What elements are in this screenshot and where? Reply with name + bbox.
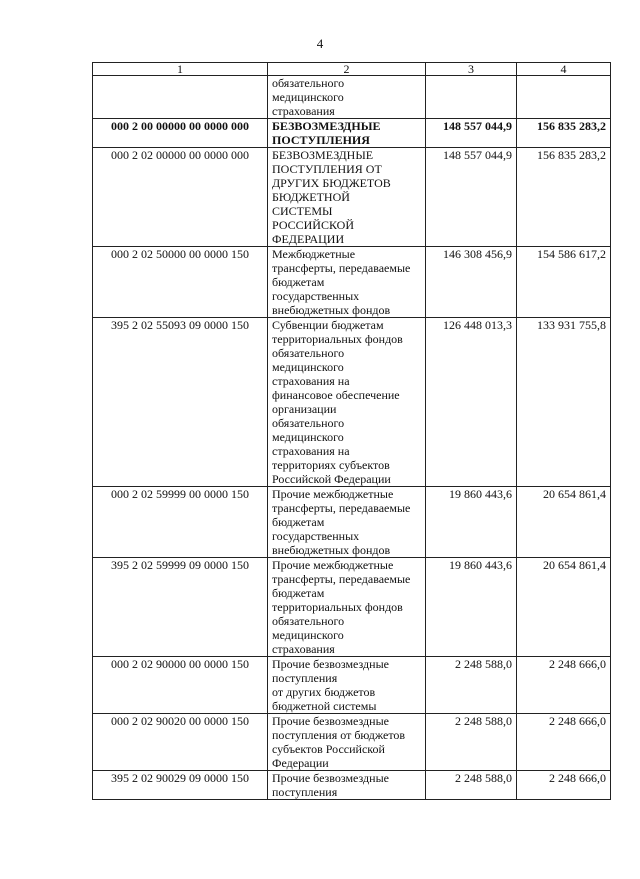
- revenue-name-line: медицинского: [272, 628, 344, 642]
- amount-col4-cell: 156 835 283,2: [517, 148, 611, 247]
- revenue-name-line: страхования: [272, 104, 335, 118]
- revenue-name-line: страхования: [272, 642, 335, 656]
- revenue-name-line: Прочие межбюджетные: [272, 558, 394, 572]
- revenue-name-line: ФЕДЕРАЦИИ: [272, 232, 345, 246]
- amount-col4-cell: 20 654 861,4: [517, 558, 611, 657]
- amount-col4-cell: 156 835 283,2: [517, 119, 611, 148]
- amount-col4-cell: [517, 76, 611, 119]
- revenue-name-line: Субвенции бюджетам: [272, 318, 384, 332]
- revenue-name-line: от других бюджетов: [272, 685, 376, 699]
- revenue-name-line: трансферты, передаваемые: [272, 572, 411, 586]
- table-row: [93, 771, 611, 800]
- budget-code-cell: 000 2 02 90000 00 0000 150: [93, 657, 268, 714]
- budget-code-cell: 395 2 02 90029 09 0000 150: [93, 771, 268, 800]
- revenue-name-line: медицинского: [272, 430, 344, 444]
- revenue-name-line: организации: [272, 402, 337, 416]
- revenue-name-line: РОССИЙСКОЙ: [272, 218, 355, 232]
- amount-col3-cell: 126 448 013,3: [426, 318, 517, 487]
- revenue-name-line: Прочие безвозмездные: [272, 771, 389, 785]
- revenue-name-line: медицинского: [272, 90, 344, 104]
- budget-code-cell: [93, 76, 268, 119]
- revenue-name-line: СИСТЕМЫ: [272, 204, 333, 218]
- amount-col3-cell: 2 248 588,0: [426, 771, 517, 800]
- revenue-name-line: бюджетам: [272, 515, 325, 529]
- revenue-name-line: Федерации: [272, 756, 329, 770]
- revenue-name-cell: [268, 714, 426, 771]
- revenue-name-line: Прочие безвозмездные: [272, 657, 389, 671]
- budget-code-cell: 395 2 02 55093 09 0000 150: [93, 318, 268, 487]
- revenue-name-cell: [268, 119, 426, 148]
- amount-col3-cell: 148 557 044,9: [426, 119, 517, 148]
- revenue-name-line: БЮДЖЕТНОЙ: [272, 190, 350, 204]
- budget-code-cell: 000 2 02 00000 00 0000 000: [93, 148, 268, 247]
- revenue-name-line: субъектов Российской: [272, 742, 385, 756]
- revenue-name-cell: [268, 247, 426, 318]
- table-row: [93, 148, 611, 247]
- budget-code-cell: 000 2 02 90020 00 0000 150: [93, 714, 268, 771]
- column-header-1: 1: [93, 63, 268, 76]
- revenue-name-line: обязательного: [272, 346, 345, 360]
- revenue-name-cell: [268, 558, 426, 657]
- revenue-name-line: обязательного: [272, 416, 345, 430]
- revenue-name-cell: [268, 318, 426, 487]
- revenue-name-line: поступления от бюджетов: [272, 728, 406, 742]
- budget-code-cell: 000 2 02 59999 00 0000 150: [93, 487, 268, 558]
- revenue-name-line: ПОСТУПЛЕНИЯ ОТ: [272, 162, 382, 176]
- budget-code-cell: 000 2 00 00000 00 0000 000: [93, 119, 268, 148]
- revenue-name-line: территориальных фондов: [272, 600, 403, 614]
- revenue-name-line: обязательного: [272, 76, 345, 90]
- page-number: 4: [316, 36, 324, 51]
- revenue-name-line: бюджетам: [272, 586, 325, 600]
- amount-col3-cell: 148 557 044,9: [426, 148, 517, 247]
- revenue-name-cell: [268, 148, 426, 247]
- revenue-name-line: финансовое обеспечение: [272, 388, 400, 402]
- revenue-name-line: Российской Федерации: [272, 472, 391, 486]
- revenue-name-line: внебюджетных фондов: [272, 303, 391, 317]
- budget-code-cell: 000 2 02 50000 00 0000 150: [93, 247, 268, 318]
- table-header-row: [93, 63, 611, 76]
- column-header-3: 3: [426, 63, 517, 76]
- revenue-name-line: трансферты, передаваемые: [272, 501, 411, 515]
- table-row: [93, 119, 611, 148]
- amount-col4-cell: 20 654 861,4: [517, 487, 611, 558]
- amount-col3-cell: 19 860 443,6: [426, 558, 517, 657]
- table-row: [93, 318, 611, 487]
- table-body: [93, 76, 611, 800]
- revenue-name-cell: [268, 657, 426, 714]
- revenue-name-line: Прочие межбюджетные: [272, 487, 394, 501]
- revenue-name-line: бюджетной системы: [272, 699, 377, 713]
- revenue-name-line: страхования на: [272, 374, 350, 388]
- amount-col3-cell: [426, 76, 517, 119]
- column-header-4: 4: [517, 63, 611, 76]
- amount-col4-cell: 154 586 617,2: [517, 247, 611, 318]
- revenue-name-cell: [268, 771, 426, 800]
- column-header-2: 2: [268, 63, 426, 76]
- revenue-name-line: государственных: [272, 529, 360, 543]
- amount-col3-cell: 2 248 588,0: [426, 714, 517, 771]
- table-row: [93, 714, 611, 771]
- revenue-name-line: внебюджетных фондов: [272, 543, 391, 557]
- revenue-name-line: территориях субъектов: [272, 458, 390, 472]
- revenue-name-line: ПОСТУПЛЕНИЯ: [272, 133, 370, 147]
- revenue-name-line: БЕЗВОЗМЕЗДНЫЕ: [272, 119, 381, 133]
- revenue-table: [92, 62, 611, 800]
- table-row: [93, 247, 611, 318]
- revenue-name-line: обязательного: [272, 614, 345, 628]
- revenue-name-line: территориальных фондов: [272, 332, 403, 346]
- amount-col3-cell: 19 860 443,6: [426, 487, 517, 558]
- revenue-name-line: медицинского: [272, 360, 344, 374]
- table-row: [93, 487, 611, 558]
- revenue-name-line: ДРУГИХ БЮДЖЕТОВ: [272, 176, 391, 190]
- revenue-name-line: государственных: [272, 289, 360, 303]
- revenue-name-line: БЕЗВОЗМЕЗДНЫЕ: [272, 148, 374, 162]
- amount-col4-cell: 2 248 666,0: [517, 714, 611, 771]
- revenue-name-line: бюджетам: [272, 275, 325, 289]
- amount-col4-cell: 2 248 666,0: [517, 657, 611, 714]
- amount-col3-cell: 146 308 456,9: [426, 247, 517, 318]
- revenue-name-cell: [268, 487, 426, 558]
- amount-col4-cell: 2 248 666,0: [517, 771, 611, 800]
- revenue-name-cell: [268, 76, 426, 119]
- revenue-name-line: поступления: [272, 785, 338, 799]
- revenue-name-line: трансферты, передаваемые: [272, 261, 411, 275]
- budget-code-cell: 395 2 02 59999 09 0000 150: [93, 558, 268, 657]
- revenue-name-line: Межбюджетные: [272, 247, 356, 261]
- amount-col3-cell: 2 248 588,0: [426, 657, 517, 714]
- revenue-name-line: страхования на: [272, 444, 350, 458]
- table-row: [93, 76, 611, 119]
- table-row: [93, 657, 611, 714]
- amount-col4-cell: 133 931 755,8: [517, 318, 611, 487]
- revenue-name-line: Прочие безвозмездные: [272, 714, 389, 728]
- table-row: [93, 558, 611, 657]
- revenue-name-line: поступления: [272, 671, 338, 685]
